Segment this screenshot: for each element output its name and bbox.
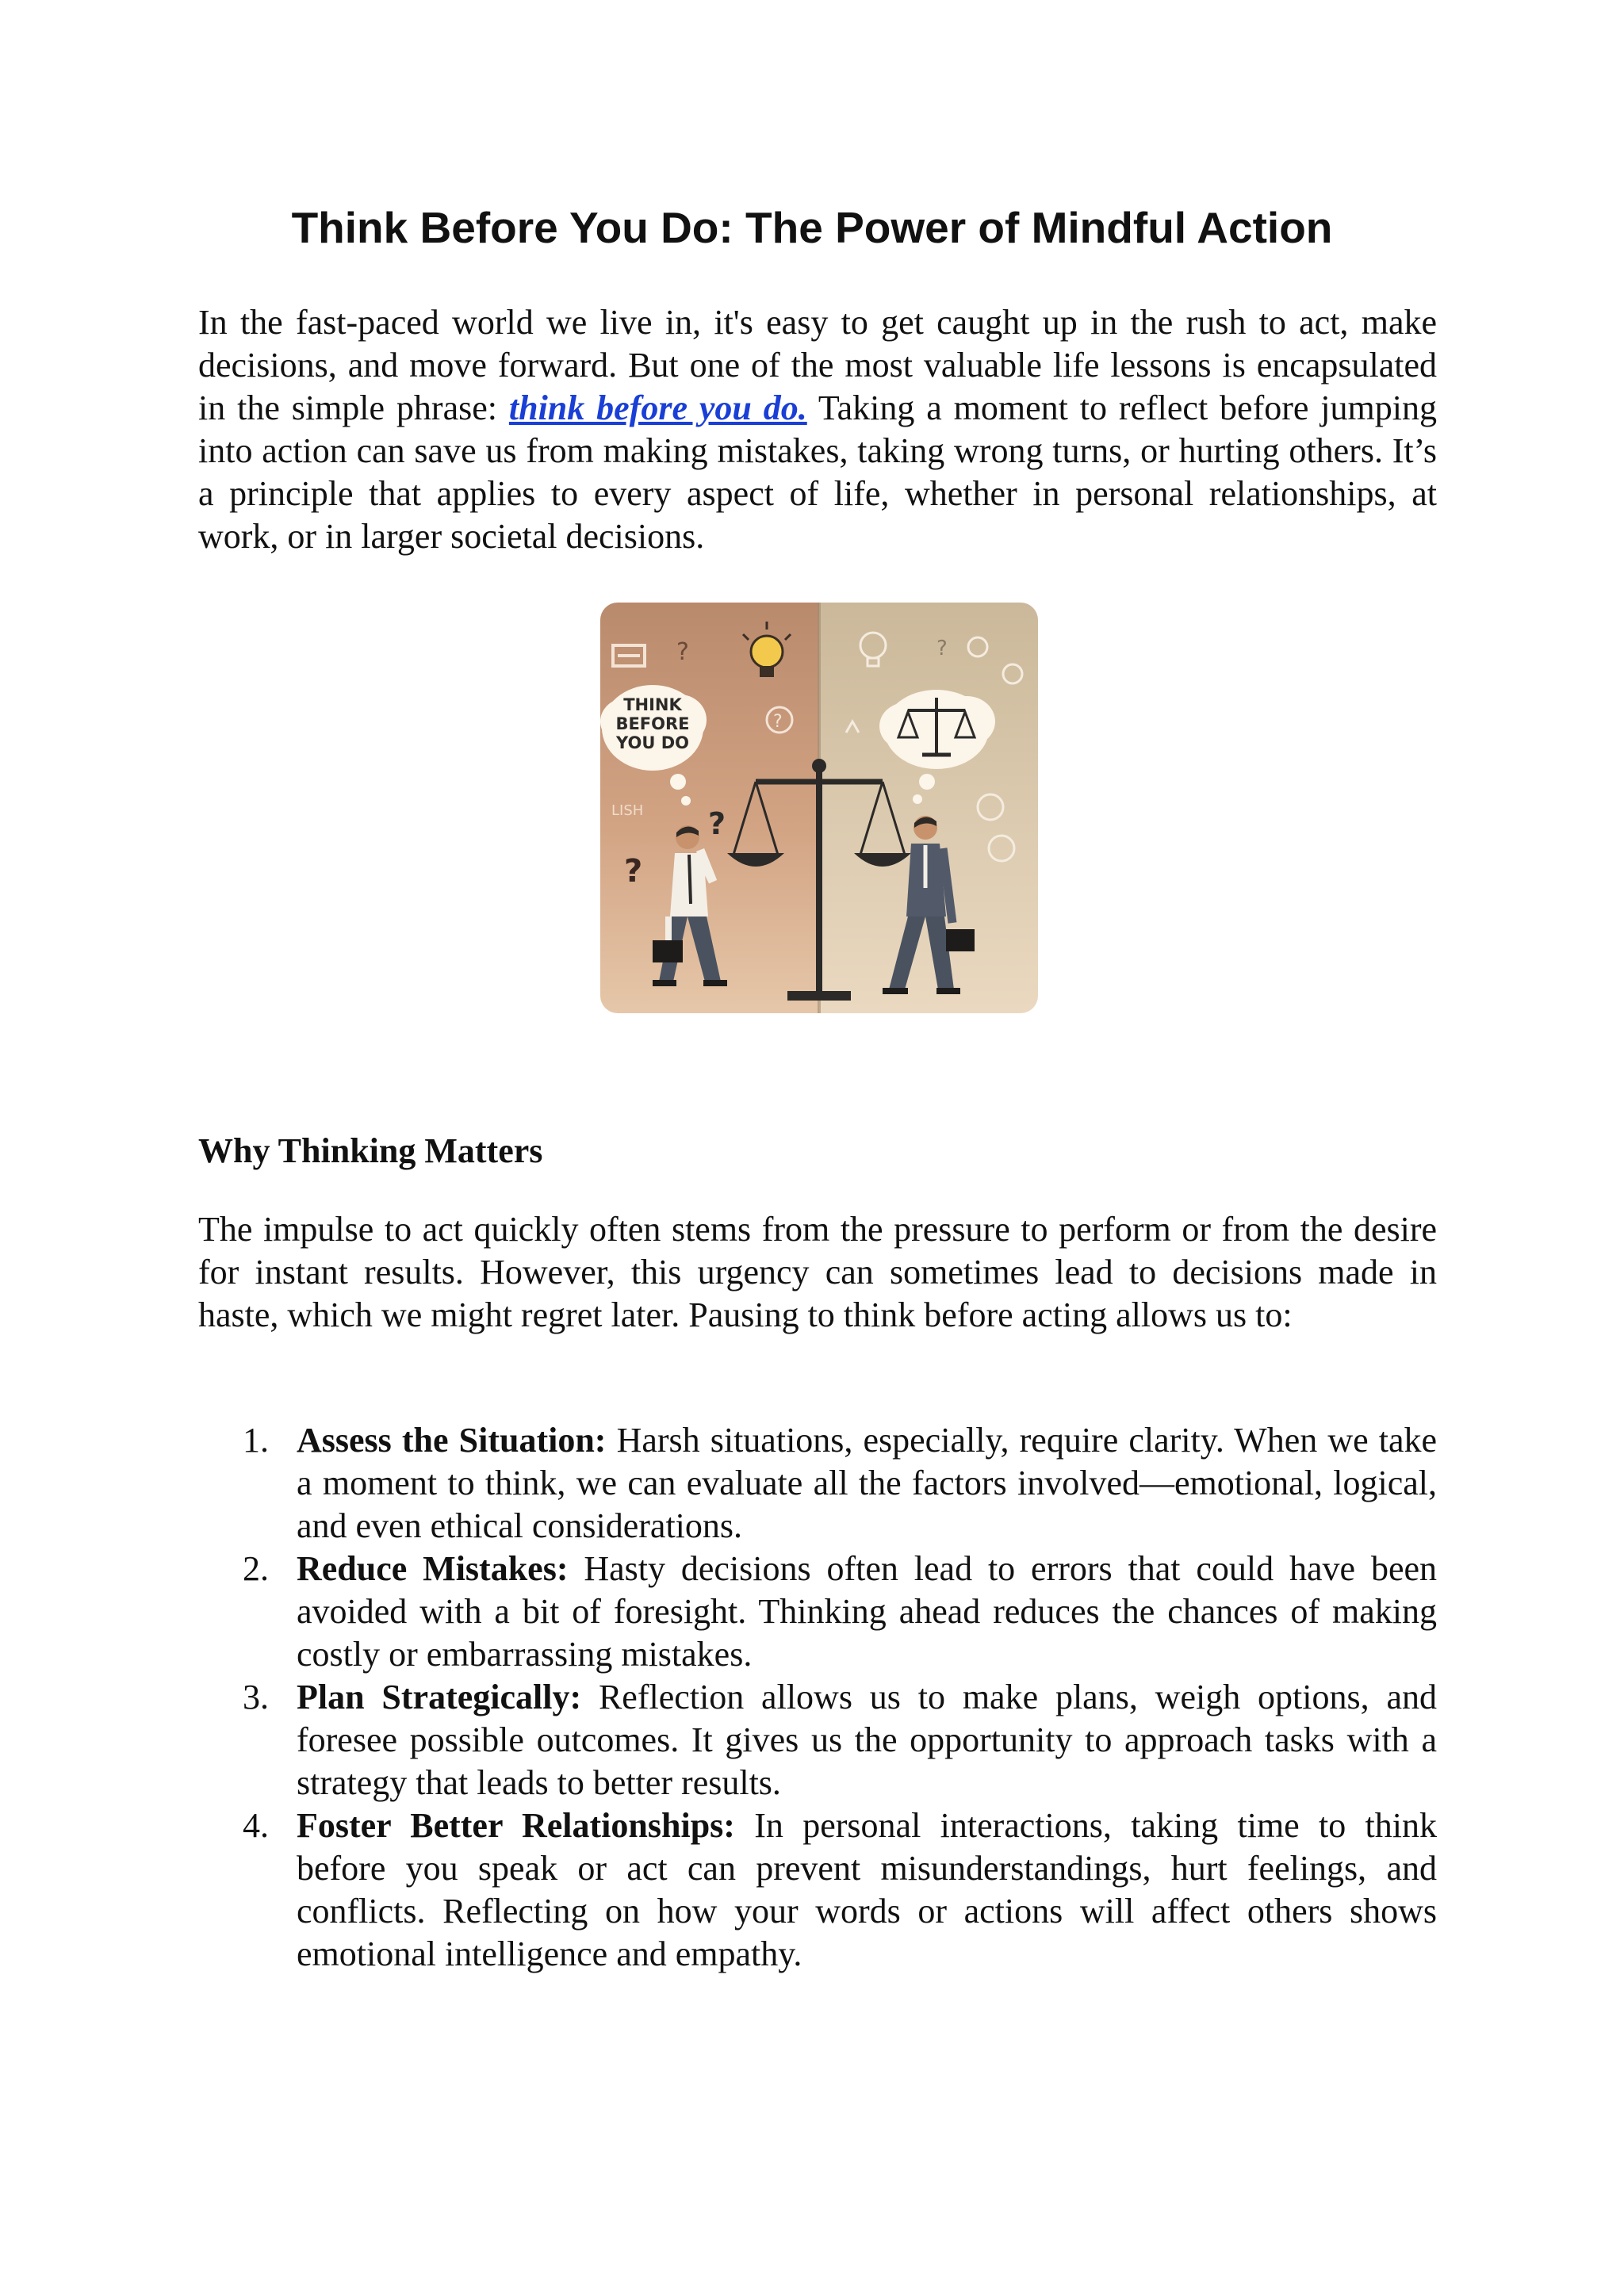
- list-item-text: In personal interactions, taking time to think before you speak or act can prevent misunderstandings, hurt feelings, and conflicts. Reflecting on how your words or actions will affect others shows emotional intelligence and empathy.: [297, 1806, 1438, 1973]
- list-number: 3.: [243, 1678, 269, 1716]
- question-mark-icon: [936, 637, 948, 660]
- list-item: [198, 1804, 1437, 1976]
- svg-text:?: ?: [936, 637, 948, 660]
- question-mark-icon: [708, 806, 726, 841]
- page-title: Think Before You Do: The Power of Mindful Action: [291, 203, 1333, 252]
- svg-text:?: ?: [773, 712, 783, 732]
- think-before-you-do-illustration: [600, 603, 1038, 1013]
- list-item: [198, 1676, 1437, 1804]
- list-item-text: Hasty decisions often lead to errors that could have been avoided with a bit of foresight. Thinking ahead reduces the chances of making costly or embarrassing mistakes.: [297, 1549, 1437, 1674]
- think-before-you-do-link[interactable]: think before you do.: [508, 388, 807, 427]
- list-item-title: Foster Better Relationships:: [297, 1806, 735, 1845]
- list-item-title: Plan Strategically:: [297, 1678, 582, 1716]
- list-number: 4.: [243, 1806, 269, 1845]
- question-mark-icon: [624, 853, 642, 890]
- list-item: [198, 1419, 1437, 1548]
- right-background: [819, 603, 1038, 1013]
- bubble-line-3: YOU DO: [616, 733, 689, 752]
- list-item-title: Reduce Mistakes:: [297, 1549, 569, 1588]
- list-item-text: Harsh situations, especially, require clarity. When we take a moment to think, we can evaluate all the factors involved—emotional, logical, and even ethical considerations.: [297, 1421, 1437, 1545]
- bubble-line-1: THINK: [623, 695, 682, 714]
- section-body-paragraph: The impulse to act quickly often stems from the pressure to perform or from the desire for instant results. However, this urgency can sometimes lead to decisions made in haste, which we might regret later. Pausing to think before acting allows us to:: [198, 1210, 1437, 1334]
- list-number: 1.: [243, 1421, 269, 1460]
- intro-text-before: In the fast-paced world we live in, it's easy to get caught up in the rush to act, make decisions, and move forward. But one of the most valuable life lessons is encapsulated in the simple phrase:: [198, 303, 1437, 427]
- bubble-line-2: BEFORE: [615, 714, 690, 733]
- svg-text:?: ?: [708, 806, 726, 841]
- list-item-title: Assess the Situation:: [297, 1421, 607, 1460]
- list-item-text: Reflection allows us to make plans, weigh options, and foresee possible outcomes. It gives us the opportunity to approach tasks with a strategy that leads to better results.: [297, 1678, 1437, 1802]
- list-number: 2.: [243, 1549, 269, 1588]
- svg-text:?: ?: [676, 638, 689, 666]
- svg-text:?: ?: [624, 853, 643, 890]
- intro-text-after: Taking a moment to reflect before jumping into action can save us from making mistakes, taking wrong turns, or hurting others. It’s a principle that applies to every aspect of life, whether in personal relationships, at work, or in larger societal decisions.: [198, 388, 1437, 556]
- background-sign-text: LISH: [611, 802, 644, 819]
- benefits-list: [198, 1419, 1437, 1976]
- intro-paragraph: [198, 301, 1437, 558]
- list-item: [198, 1548, 1437, 1676]
- section-heading: Why Thinking Matters: [198, 1131, 543, 1170]
- question-mark-icon: [676, 638, 689, 666]
